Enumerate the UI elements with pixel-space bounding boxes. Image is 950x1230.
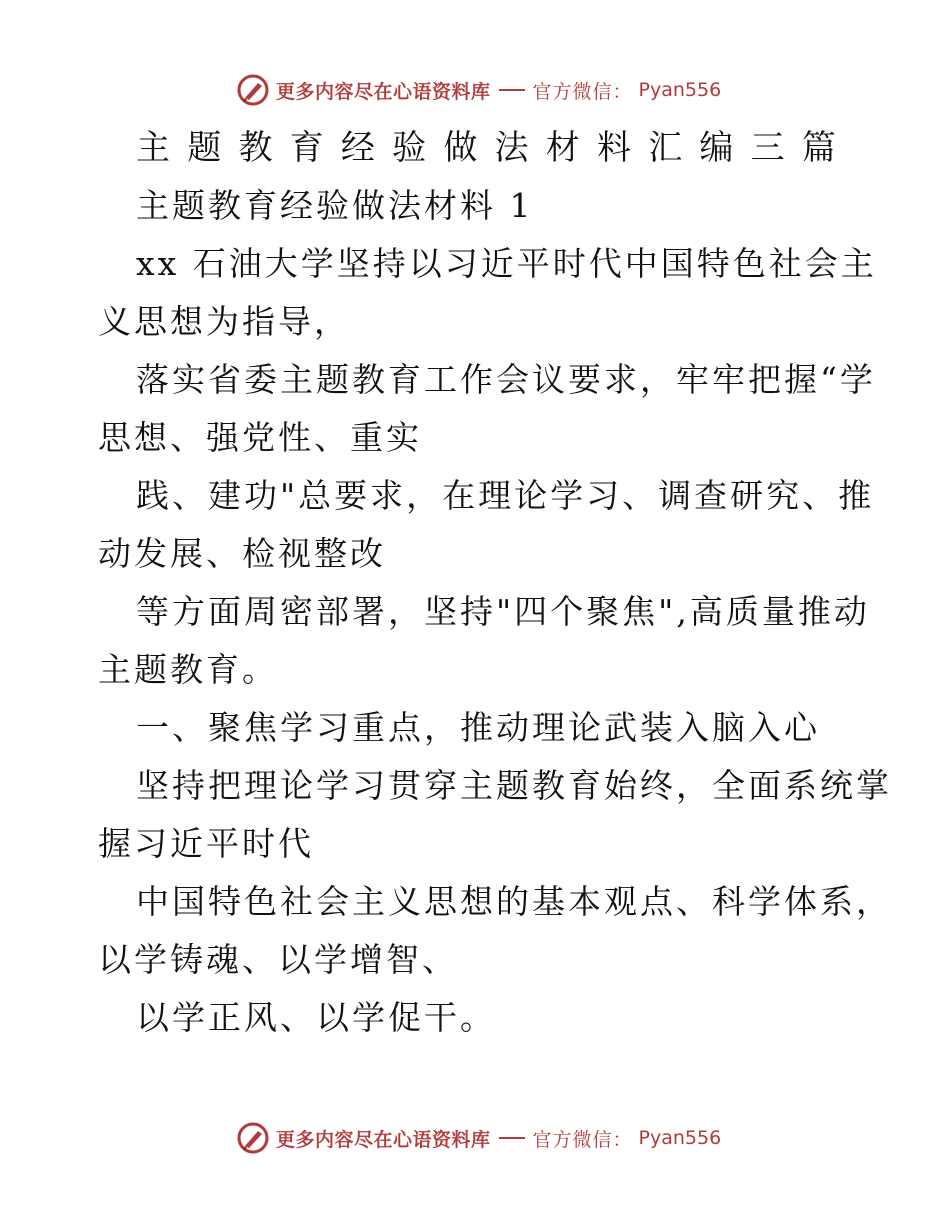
title-char: 法 <box>494 128 529 168</box>
title-char: 验 <box>392 128 427 168</box>
subtitle-line: 主题教育经验做法材料 1 <box>136 186 534 225</box>
paragraph-line: 中国特色社会主义思想的基本观点、科学体系， <box>136 882 892 921</box>
paragraph-line: 践、建功"总要求，在理论学习、调查研究、推 <box>136 476 875 515</box>
banner-dash <box>499 1137 525 1139</box>
banner-site-name: 更多内容尽在心语资料库 <box>276 1128 491 1151</box>
section-heading: 一、聚焦学习重点，推动理论武装入脑入心 <box>136 708 820 747</box>
title-char: 题 <box>187 128 222 168</box>
paragraph-line: 义思想为指导， <box>98 302 350 341</box>
paragraph-line: 主题教育。 <box>98 650 278 689</box>
document-title <box>136 126 836 170</box>
paragraph-line: 思想、强党性、重实 <box>98 418 422 457</box>
title-char: 汇 <box>648 128 683 168</box>
paragraph-line: xx 石油大学坚持以习近平时代中国特色社会主 <box>136 244 877 283</box>
title-char: 料 <box>596 128 631 168</box>
footer-banner <box>236 1118 721 1158</box>
title-char: 做 <box>443 128 478 168</box>
paragraph-line: 等方面周密部署，坚持"四个聚焦",高质量推动 <box>136 592 870 631</box>
paragraph-line: 落实省委主题教育工作会议要求，牢牢把握“学 <box>136 360 876 399</box>
title-char: 三 <box>750 128 785 168</box>
title-char: 经 <box>340 128 375 168</box>
paragraph-line: 坚持把理论学习贯穿主题教育始终，全面系统掌 <box>136 766 892 805</box>
banner-wechat-id: Pyan556 <box>638 79 722 101</box>
banner-wechat-id: Pyan556 <box>638 1127 722 1149</box>
title-char: 篇 <box>801 128 836 168</box>
pen-logo-icon <box>236 1121 270 1155</box>
banner-dash <box>499 89 525 91</box>
paragraph-line: 握习近平时代 <box>98 824 314 863</box>
title-char: 编 <box>699 128 734 168</box>
banner-site-name: 更多内容尽在心语资料库 <box>276 80 491 103</box>
title-char: 育 <box>289 128 324 168</box>
banner-wechat-label: 官方微信： <box>532 80 633 103</box>
paragraph-line: 以学铸魂、以学增智、 <box>98 940 458 979</box>
title-char: 教 <box>238 128 273 168</box>
paragraph-line: 动发展、检视整改 <box>98 534 386 573</box>
banner-wechat-label: 官方微信： <box>532 1128 633 1151</box>
paragraph-line: 以学正风、以学促干。 <box>136 998 496 1037</box>
header-banner <box>236 70 721 110</box>
title-char: 主 <box>136 128 170 168</box>
title-char: 材 <box>545 128 580 168</box>
pen-logo-icon <box>236 73 270 107</box>
